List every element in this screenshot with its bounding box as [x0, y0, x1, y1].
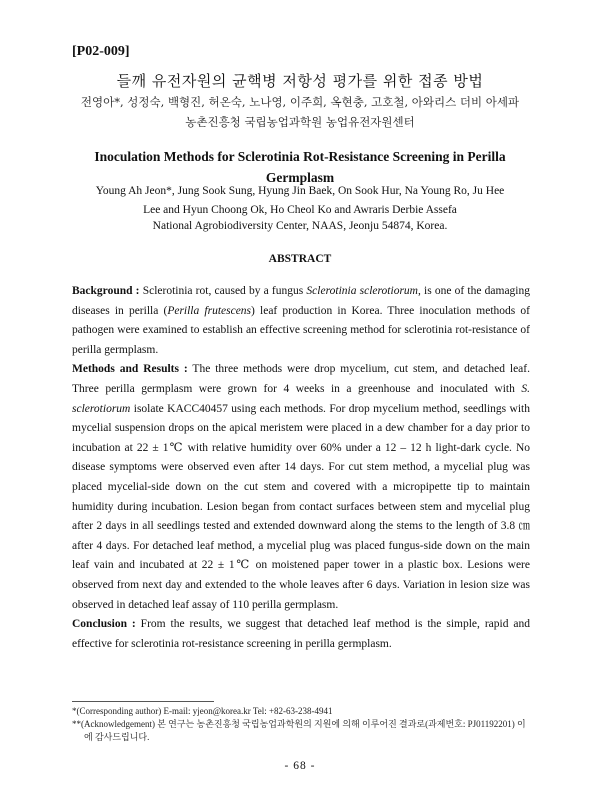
- page-number: - 68 -: [284, 760, 316, 772]
- background-text-3: ) leaf production in Korea. Three inoculation methods of pathogen were examined to establish an effective screening method for sclerotinia rot-resistance of perilla germplasm.: [72, 304, 530, 356]
- methods-paragraph: [72, 360, 530, 615]
- acknowledgement-footnote: **(Acknowledgement) 본 연구는 농촌진흥청 국립농업과학원의 지원에 의해 이루어진 결과로(과제번호: PJ01192201) 이에 감사드립니다.: [72, 719, 526, 742]
- korean-title: 들깨 유전자원의 균핵병 저항성 평가를 위한 접종 방법: [116, 72, 484, 90]
- methods-text-1: The three methods were drop mycelium, cut stem, and detached leaf. Three perilla germplasm were grown for 4 weeks in a greenhouse and inoculated with: [72, 363, 530, 395]
- paper-code: [P02-009]: [72, 44, 130, 59]
- methods-text-2: isolate KACC40457 using each methods. For drop mycelium method, seedlings with mycelial suspension drops on the apical meristem were placed in a dew chamber for a day prior to incubation at 22 ± 1℃ with relative humidity over 60% under a 12 – 12 h light-dark cycle. No disease symptoms were observed even after 14 days. For cut stem method, a mycelial plug was placed mycelial-side down on the cut stem and covered with a micropipette tip to maintain humidity during incubation. Lesion began from contact surfaces between stem and mycelial plug after 2 days in all seedlings tested and extended downward along the stems to the length of 3.8 ㎝ after 4 days. For detached leaf method, a mycelial plug was placed fungus-side down on the main leaf vain and incubated at 22 ± 1℃ on moistened paper tower in a plastic box. Lesions were observed from next day and extended to the whole leaves after 6 days. Variation in lesion size was observed in detached leaf assay of 110 perilla germplasm.: [72, 402, 530, 611]
- english-authors: Young Ah Jeon*, Jung Sook Sung, Hyung Jin Baek, On Sook Hur, Na Young Ro, Ju Hee Lee and Hyun Choong Ok, Ho Cheol Ko and Awraris Derbie Assefa: [95, 185, 505, 216]
- english-affiliation: National Agrobiodiversity Center, NAAS, Jeonju 54874, Korea.: [152, 220, 448, 232]
- english-title: Inoculation Methods for Sclerotinia Rot-Resistance Screening in Perilla Germplasm: [94, 149, 506, 185]
- methods-label: Methods and Results :: [72, 363, 188, 376]
- abstract-body: [72, 282, 530, 654]
- conclusion-text: From the results, we suggest that detached leaf method is the simple, rapid and effective for sclerotinia rot-resistance screening in perilla germplasm.: [72, 618, 530, 650]
- footnote-divider: [72, 701, 214, 702]
- abstract-heading: ABSTRACT: [268, 253, 332, 265]
- methods-species: S. sclerotiorum: [72, 382, 530, 415]
- conclusion-label: Conclusion :: [72, 618, 136, 631]
- korean-affiliation: 농촌진흥청 국립농업과학원 농업유전자원센터: [185, 115, 415, 129]
- corresponding-footnote: *(Corresponding author) E-mail: yjeon@korea.kr Tel: +82-63-238-4941: [72, 706, 333, 716]
- background-label: Background :: [72, 285, 140, 297]
- background-paragraph: [72, 282, 530, 360]
- background-species: Sclerotinia sclerotiorum: [306, 285, 418, 297]
- background-text-2: , is one of the damaging diseases in perilla (: [72, 285, 530, 317]
- conclusion-paragraph: [72, 615, 530, 654]
- background-text-1: Sclerotinia rot, caused by a fungus: [139, 285, 307, 297]
- footnotes: [72, 705, 530, 744]
- background-perilla: Perilla frutescens: [167, 304, 252, 317]
- korean-authors: 전영아*, 성정숙, 백형진, 허온숙, 노나영, 이주희, 옥현충, 고호철, 아와리스 더비 아세파: [80, 95, 520, 109]
